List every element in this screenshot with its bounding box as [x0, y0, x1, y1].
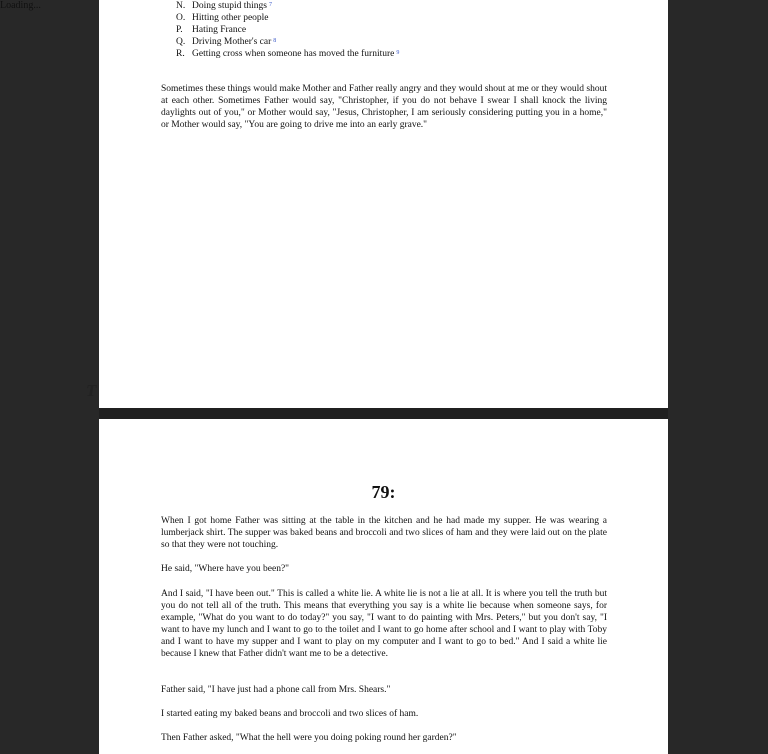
list-item-letter: Q. — [176, 37, 186, 47]
list-item-text: Hitting other people — [192, 13, 269, 23]
list-item-letter: R. — [176, 49, 185, 59]
loading-text: Loading... — [0, 0, 41, 11]
body-paragraph: When I got home Father was sitting at the table in the kitchen and he had made my supper. He was wearing a lumberjack shirt. The supper was baked beans and broccoli and two slices of ham and they were laid out on the plate so that they were not touching. — [161, 516, 607, 550]
body-paragraph: And I said, "I have been out." This is called a white lie. A white lie is not a lie at all. It is where you tell the truth but you do not tell all of the truth. This means that everything you say is a white lie because when someone says, for example, "What do you want to do today?" you say, "I want to do painting with Mrs. Peters," but you don't say, "I want to have my lunch and I want to go to the toilet and I want to go home after school and I want to play with Toby and I want to have my supper and I want to play on my computer and I want to go to bed." And I said a white lie because I knew that Father didn't want me to be a detective. — [161, 589, 607, 659]
list-item-text: Hating France — [192, 25, 247, 35]
footnote-link[interactable]: 7 — [268, 2, 272, 8]
body-paragraph: Father said, "I have just had a phone call from Mrs. Shears." — [161, 685, 391, 695]
body-paragraph: I started eating my baked beans and broccoli and two slices of ham. — [161, 709, 419, 719]
list-item — [176, 48, 399, 60]
page-gap — [99, 408, 668, 419]
list-item — [176, 0, 399, 12]
body-paragraph: He said, "Where have you been?" — [161, 564, 290, 574]
footnote-link[interactable]: 8 — [273, 38, 277, 44]
list-item — [176, 24, 399, 36]
partially-hidden-title-glyph: T — [86, 381, 97, 400]
list-item — [176, 12, 399, 24]
body-paragraph: Then Father asked, "What the hell were you doing poking round her garden?" — [161, 733, 457, 743]
list-item-text: Doing stupid things — [192, 1, 267, 11]
footnote-link[interactable]: 9 — [396, 50, 400, 56]
list-item-letter: N. — [176, 1, 186, 11]
chapter-title: 79: — [371, 482, 396, 502]
list-item-letter: O. — [176, 13, 186, 23]
list-item-text: Getting cross when someone has moved the furniture — [192, 49, 395, 59]
list-item — [176, 36, 399, 48]
body-paragraph: Sometimes these things would make Mother and Father really angry and they would shout at me or they would shout at each other. Sometimes Father would say, "Christopher, if you do not behave I swear I shall knock the living daylights out of you," or Mother would say, "Jesus, Christopher, I am seriously considering putting you in a home," or Mother would say, "You are going to drive me into an early grave." — [161, 84, 607, 130]
list-item-text: Driving Mother's car — [192, 37, 272, 47]
list-item-letter: P. — [176, 25, 183, 35]
document-page-1 — [99, 0, 668, 408]
numbered-list — [176, 0, 399, 60]
document-page-2 — [99, 419, 668, 754]
